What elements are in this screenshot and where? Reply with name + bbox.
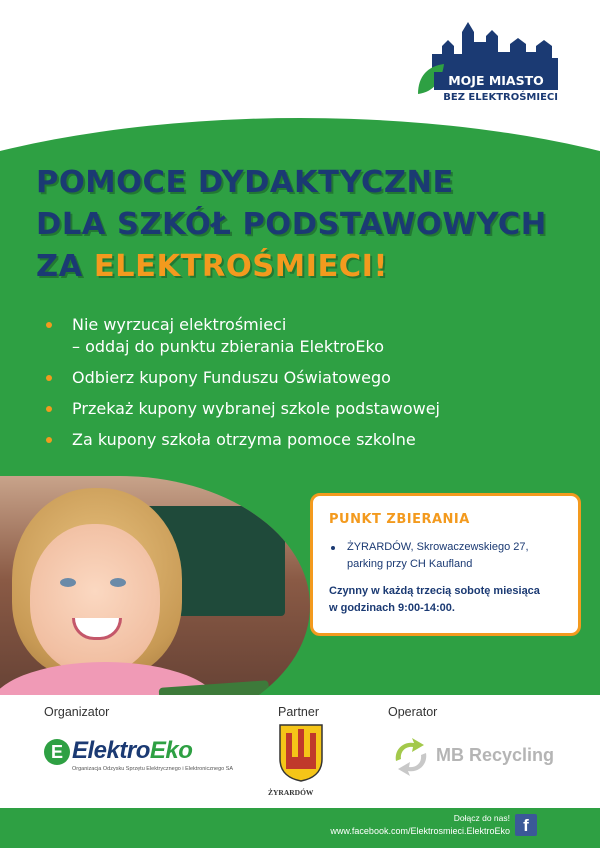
operator-label: Operator — [388, 705, 438, 719]
heading-line-3 — [36, 246, 576, 288]
bullet-icon — [46, 375, 52, 381]
collection-point-address — [329, 539, 564, 573]
list-item-text: Nie wyrzucaj elektrośmieci — [72, 315, 287, 334]
elektroeko-name-b: Eko — [149, 737, 193, 764]
list-item-text: Za kupony szkoła otrzyma pomoce szkolne — [72, 430, 416, 449]
elektroeko-name-a: Elektro — [72, 737, 150, 764]
organizer-label: Organizator — [44, 705, 110, 719]
photo-face — [30, 524, 160, 674]
zyrardow-crest-icon — [278, 723, 324, 783]
heading-line-1: POMOCE DYDAKTYCZNE — [36, 165, 454, 200]
logo-subtitle: BEZ ELEKTROŚMIECI — [443, 92, 558, 103]
list-item — [44, 367, 564, 389]
bullet-icon — [46, 322, 52, 328]
city-skyline-icon — [432, 18, 558, 74]
bullet-icon — [46, 437, 52, 443]
opening-hours — [329, 583, 564, 617]
elektroeko-e-icon: E — [44, 739, 70, 765]
footer-join-text: Dołącz do nas! — [453, 813, 510, 823]
collection-point-title: PUNKT ZBIERANIA — [329, 512, 470, 527]
sponsors-section — [0, 695, 600, 810]
heading-line-2: DLA SZKÓŁ PODSTAWOWYCH — [36, 207, 547, 242]
partner-name: ŻYRARDÓW — [268, 788, 314, 797]
hours-line-2: w godzinach 9:00-14:00. — [329, 602, 455, 614]
elektroeko-name — [72, 737, 192, 765]
photo-eye — [60, 578, 76, 587]
list-item-text: Odbierz kupony Funduszu Oświatowego — [72, 368, 391, 387]
address-line-1: ŻYRARDÓW, Skrowaczewskiego 27, — [347, 541, 529, 553]
list-item — [44, 314, 564, 358]
list-item — [44, 429, 564, 451]
facebook-icon[interactable]: f — [515, 814, 537, 836]
logo-title: MOJE MIASTO — [434, 72, 558, 90]
address-line-2: parking przy CH Kaufland — [347, 558, 473, 570]
main-heading — [36, 162, 576, 288]
hours-line-1: Czynny w każdą trzecią sobotę miesiąca — [329, 585, 540, 597]
elektroeko-logo — [44, 737, 234, 777]
list-item-text-continued: – oddaj do punktu zbierania ElektroEko — [72, 337, 385, 356]
bullet-icon — [46, 406, 52, 412]
elektroeko-tagline: Organizacja Odzysku Sprzętu Elektrycznego i Elektronicznego SA — [72, 766, 234, 772]
partner-label: Partner — [278, 705, 319, 719]
steps-list — [44, 314, 564, 460]
bullet-icon — [331, 546, 335, 550]
footer-bar — [0, 808, 600, 848]
list-item-text: Przekaż kupony wybranej szkole podstawowej — [72, 399, 440, 418]
heading-prefix: ZA — [36, 249, 94, 284]
operator-name: MB Recycling — [436, 745, 555, 765]
campaign-logo — [414, 18, 564, 110]
mb-recycling-logo — [390, 737, 570, 777]
recycling-arrows-icon — [390, 737, 432, 777]
heading-highlight: ELEKTROŚMIECI! — [93, 249, 388, 284]
facebook-url-link[interactable]: www.facebook.com/Elektrosmieci.ElektroEko — [330, 826, 510, 836]
photo-eye — [110, 578, 126, 587]
list-item — [44, 398, 564, 420]
collection-point-box — [310, 493, 581, 636]
